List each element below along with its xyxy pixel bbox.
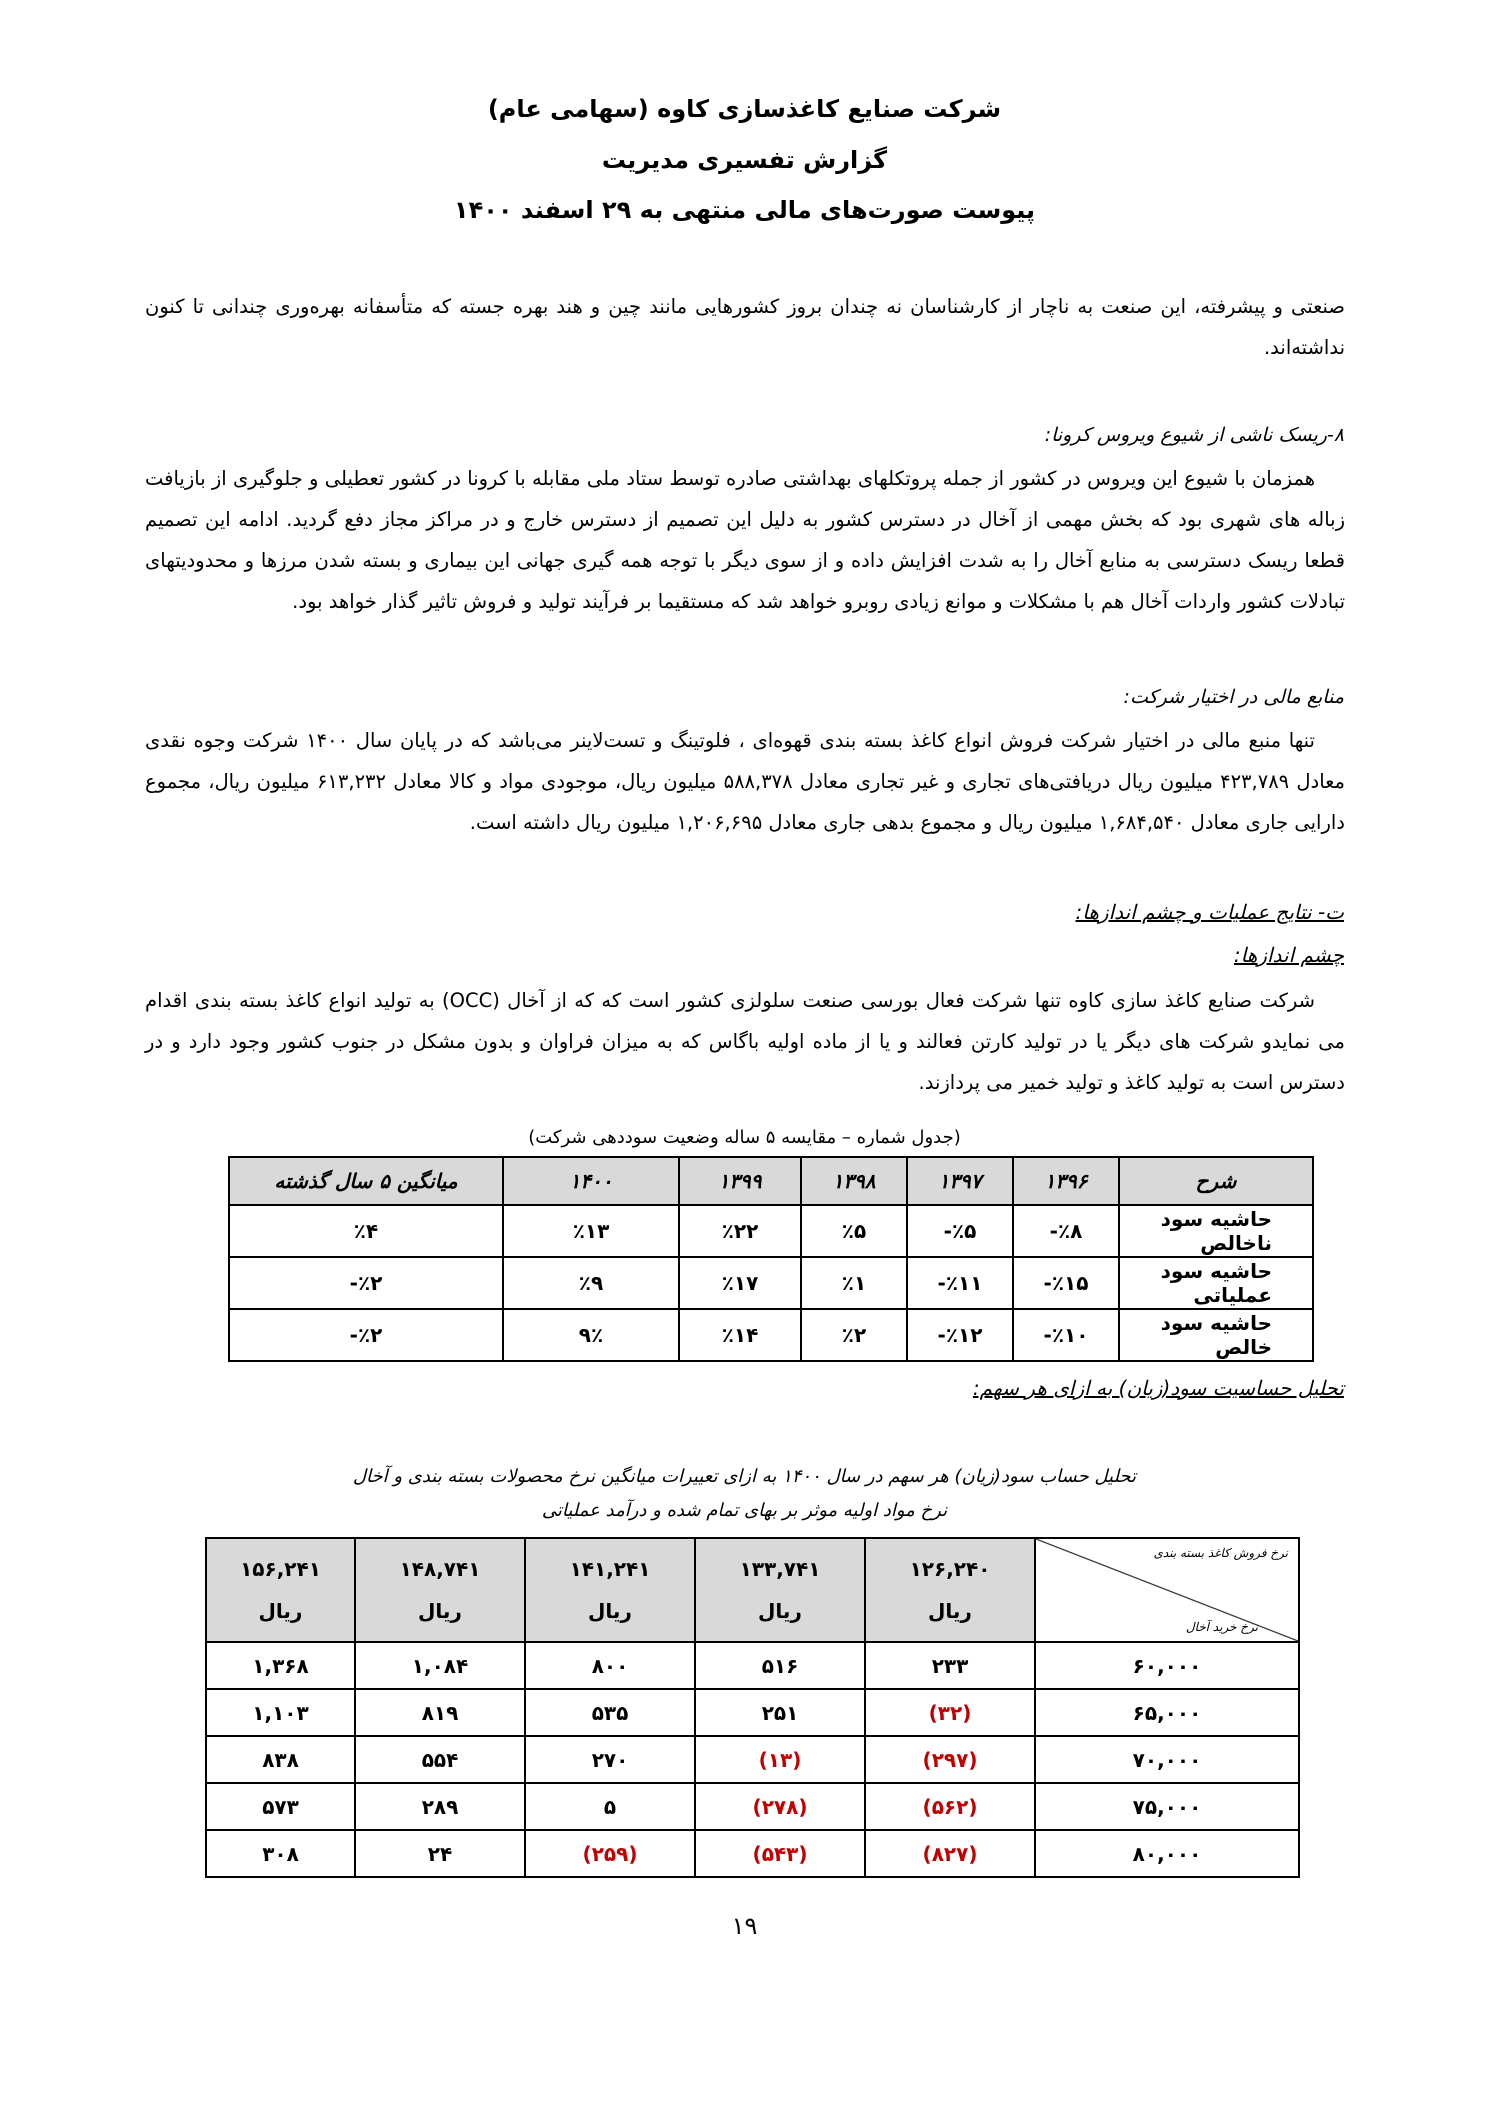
sensitivity-table — [205, 1537, 1300, 1878]
table-cell: ٪۲- — [229, 1257, 503, 1309]
row-label: حاشیه سود عملیاتی — [1119, 1257, 1313, 1309]
table-cell: ۵۷۳ — [206, 1783, 355, 1830]
table-cell: ۵ — [525, 1783, 695, 1830]
column-header: ۱۳۹۸ — [801, 1157, 907, 1205]
table-cell: ٪۱۷ — [679, 1257, 801, 1309]
table-cell: ٪۱۳ — [503, 1205, 679, 1257]
table-cell: ٪۵ — [801, 1205, 907, 1257]
table-cell: (۳۲) — [865, 1689, 1035, 1736]
table-cell: ۲۸۹ — [355, 1783, 525, 1830]
column-value: ۱۲۶,۲۴۰ — [909, 1557, 991, 1581]
column-header — [695, 1538, 865, 1642]
table-cell: ٪۵- — [907, 1205, 1013, 1257]
table-cell: ۵۳۵ — [525, 1689, 695, 1736]
table-cell: ٪۱۱- — [907, 1257, 1013, 1309]
column-header — [865, 1538, 1035, 1642]
table-cell: ۵۱۶ — [695, 1642, 865, 1689]
financial-resources-heading: منابع مالی در اختیار شرکت: — [1123, 686, 1344, 708]
company-title: شرکت صنایع کاغذسازی کاوه (سهامی عام) — [487, 95, 1002, 123]
table-header-row — [206, 1538, 1299, 1642]
column-unit: ریال — [418, 1599, 462, 1623]
table-row — [229, 1257, 1313, 1309]
row-rate: ۷۰,۰۰۰ — [1035, 1736, 1299, 1783]
table-cell: ٪۲ — [801, 1309, 907, 1361]
column-header: میانگین ۵ سال گذشته — [229, 1157, 503, 1205]
table-header-row — [229, 1157, 1313, 1205]
column-header: شرح — [1119, 1157, 1313, 1205]
table-cell: ۲۷۰ — [525, 1736, 695, 1783]
table-cell: (۲۵۹) — [525, 1830, 695, 1877]
table-row — [206, 1642, 1299, 1689]
table-cell: ٪۴ — [229, 1205, 503, 1257]
table-cell: ۹٪ — [503, 1309, 679, 1361]
column-header: ۱۳۹۷ — [907, 1157, 1013, 1205]
table-cell: (۲۹۷) — [865, 1736, 1035, 1783]
table-cell: (۲۷۸) — [695, 1783, 865, 1830]
table-cell: ۱,۱۰۳ — [206, 1689, 355, 1736]
column-header: ۱۳۹۹ — [679, 1157, 801, 1205]
table-cell: ۵۵۴ — [355, 1736, 525, 1783]
row-rate: ۸۰,۰۰۰ — [1035, 1830, 1299, 1877]
table-row — [206, 1689, 1299, 1736]
table-cell: (۵۶۲) — [865, 1783, 1035, 1830]
outlook-paragraph: شرکت صنایع کاغذ سازی کاوه تنها شرکت فعال بورسی صنعت سلولزی کشور است که که از آخال (OCC) به تولید انواع کاغذ بسته بندی اقدام می نمایدو شرکت های دیگر یا در تولید کارتن فعالند و یا از ماده اولیه باگاس که به میزان فراوان و بدون مشکل در جنوب کشور وجود دارد و در دسترس است به تولید کاغذ و تولید خمیر می پردازند. — [145, 989, 1345, 1094]
table-cell: ۸۳۸ — [206, 1736, 355, 1783]
column-header: ۱۴۰۰ — [503, 1157, 679, 1205]
column-header — [206, 1538, 355, 1642]
corner-bottom-label: نرخ خرید آخال — [1185, 1620, 1258, 1634]
column-value: ۱۴۱,۲۴۱ — [569, 1557, 651, 1581]
table-cell: ٪۱۲- — [907, 1309, 1013, 1361]
row-rate: ۶۰,۰۰۰ — [1035, 1642, 1299, 1689]
profitability-table — [228, 1156, 1314, 1362]
table-cell: ۱,۳۶۸ — [206, 1642, 355, 1689]
results-heading: ت- نتایج عملیات و چشم اندازها: — [1075, 900, 1344, 924]
column-unit: ریال — [258, 1599, 303, 1623]
profitability-table-caption: (جدول شماره – مقایسه ۵ ساله وضعیت سوددهی شرکت) — [528, 1127, 961, 1148]
table-row — [206, 1736, 1299, 1783]
table-cell: ٪۹ — [503, 1257, 679, 1309]
table-cell: ۱,۰۸۴ — [355, 1642, 525, 1689]
appendix-title: پیوست صورت‌های مالی منتهی به ۲۹ اسفند ۱۴۰۰ — [453, 196, 1036, 224]
column-unit: ریال — [588, 1599, 632, 1623]
row-rate: ۶۵,۰۰۰ — [1035, 1689, 1299, 1736]
table-cell: ٪۱ — [801, 1257, 907, 1309]
outlook-heading: چشم اندازها: — [1233, 943, 1344, 967]
column-header — [525, 1538, 695, 1642]
table-row — [229, 1309, 1313, 1361]
column-value: ۱۵۶,۲۴۱ — [240, 1557, 321, 1581]
table-cell: ۸۰۰ — [525, 1642, 695, 1689]
financial-resources-paragraph: تنها منبع مالی در اختیار شرکت فروش انواع کاغذ بسته بندی قهوه‌ای ، فلوتینگ و تست‌لاینر می‌باشد که در پایان سال ۱۴۰۰ شرکت وجوه نقدی معادل ۴۲۳,۷۸۹ میلیون ریال دریافتی‌های تجاری و غیر تجاری معادل ۵۸۸,۳۷۸ میلیون ریال، موجودی مواد و کالا معادل ۶۱۳,۲۳۲ میلیون ریال، مجموع دارایی جاری معادل ۱,۶۸۴,۵۴۰ میلیون ریال و مجموع بدهی جاری معادل ۱,۲۰۶,۶۹۵ میلیون ریال داشته است. — [145, 729, 1346, 834]
column-value: ۱۳۳,۷۴۱ — [739, 1557, 821, 1581]
intro-paragraph: صنعتی و پیشرفته، این صنعت به ناچار از کارشناسان نه چندان بروز کشورهایی مانند چین و هند بهره جسته که متأسفانه بهره‌وری چندانی تا کنون نداشته‌اند. — [145, 295, 1345, 359]
table-row — [229, 1205, 1313, 1257]
corner-header — [1035, 1538, 1299, 1642]
covid-risk-paragraph: همزمان با شیوع این ویروس در کشور از جمله پروتکلهای بهداشتی صادره توسط ستاد ملی مقابله با کرونا در کشور تعطیلی و جلوگیری از بازیافت زباله های شهری بود که بخش مهمی از آخال در دسترس کشور به دلیل این تصمیم از دسترس خارج و در مراکز مجاز دفع گردید. ادامه این تصمیم قطعا ریسک دسترسی به منابع آخال را به شدت افزایش داده و از سوی دیگر با توجه همه گیری جهانی این بیماری و بسته شدن مرزها و محدودیتهای تبادلات کشور واردات آخال هم با مشکلات و موانع زیادی روبرو خواهد شد که مستقیما بر فرآیند تولید و فروش تاثیر گذار خواهد بود. — [145, 467, 1345, 613]
column-header — [355, 1538, 525, 1642]
table-cell: (۸۲۷) — [865, 1830, 1035, 1877]
table-row — [206, 1830, 1299, 1877]
sensitivity-caption-line1: تحلیل حساب سود(زیان) هر سهم در سال ۱۴۰۰ به ازای تعییرات میانگین نرخ محصولات بسته بندی و آخال — [352, 1466, 1137, 1487]
covid-risk-heading: ۸-ریسک ناشی از شیوع ویروس کرونا: — [1044, 424, 1344, 446]
sensitivity-caption-line2: نرخ مواد اولیه موثر بر بهای تمام شده و درآمد عملیاتی — [541, 1500, 948, 1521]
table-cell: ٪۲- — [229, 1309, 503, 1361]
table-cell: ٪۸- — [1013, 1205, 1119, 1257]
table-row — [206, 1783, 1299, 1830]
sensitivity-heading: تحلیل حساسیت سود(زیان) به ازای هر سهم: — [972, 1376, 1344, 1400]
table-cell: ۲۴ — [355, 1830, 525, 1877]
row-label: حاشیه سود ناخالص — [1119, 1205, 1313, 1257]
report-title: گزارش تفسیری مدیریت — [601, 146, 888, 174]
column-header: ۱۳۹۶ — [1013, 1157, 1119, 1205]
table-cell: ۸۱۹ — [355, 1689, 525, 1736]
row-label: حاشیه سود خالص — [1119, 1309, 1313, 1361]
row-rate: ۷۵,۰۰۰ — [1035, 1783, 1299, 1830]
table-cell: ٪۲۲ — [679, 1205, 801, 1257]
table-cell: ۲۵۱ — [695, 1689, 865, 1736]
table-cell: ۲۳۳ — [865, 1642, 1035, 1689]
table-cell: ۳۰۸ — [206, 1830, 355, 1877]
table-cell: ٪۱۰- — [1013, 1309, 1119, 1361]
table-cell: ٪۱۴ — [679, 1309, 801, 1361]
column-value: ۱۴۸,۷۴۱ — [399, 1557, 481, 1581]
table-cell: (۵۴۳) — [695, 1830, 865, 1877]
page-number: ۱۹ — [731, 1912, 758, 1940]
table-cell: ٪۱۵- — [1013, 1257, 1119, 1309]
table-cell: (۱۳) — [695, 1736, 865, 1783]
column-unit: ریال — [758, 1599, 802, 1623]
corner-top-label: نرخ فروش کاغذ بسته بندی — [1153, 1546, 1288, 1560]
column-unit: ریال — [928, 1599, 972, 1623]
